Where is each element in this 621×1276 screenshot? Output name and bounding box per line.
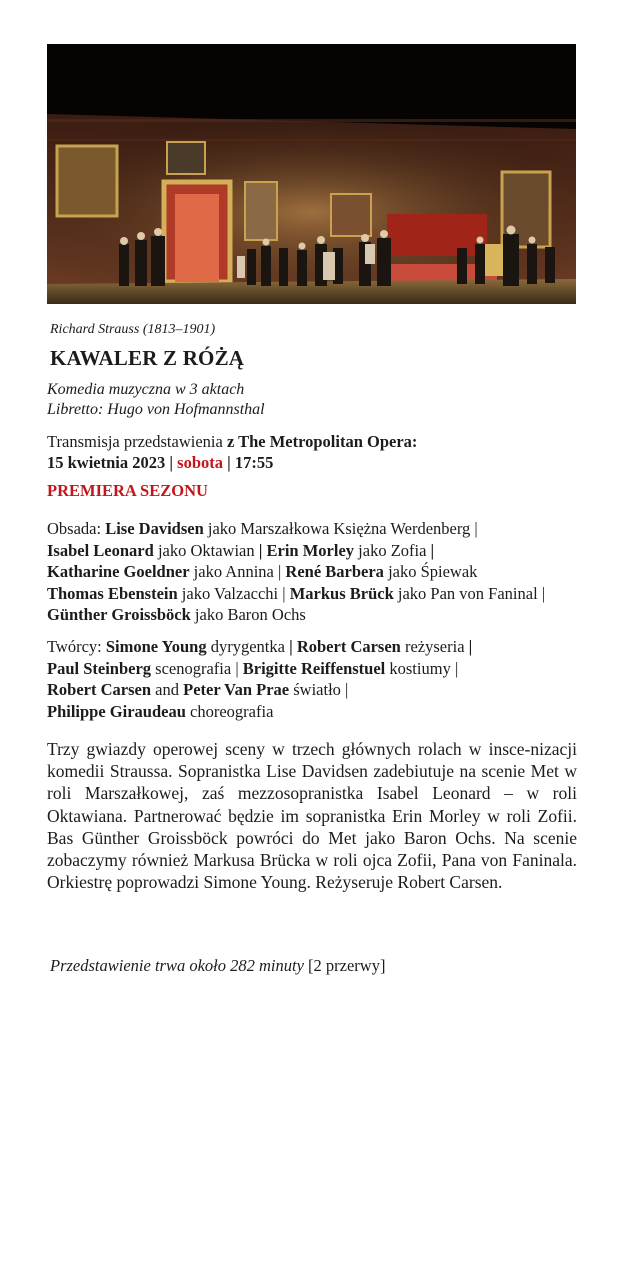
transmission-date: 15 kwietnia 2023	[47, 453, 166, 472]
cast-name: Markus Brück	[289, 583, 394, 603]
separator: |	[223, 453, 235, 472]
transmission-info	[47, 431, 577, 473]
creator-role: kostiumy |	[385, 658, 459, 678]
cast-name: Thomas Ebenstein	[47, 583, 178, 603]
cast-label: Obsada:	[47, 519, 106, 538]
creator-name: Robert Carsen	[47, 680, 152, 699]
creator-name: Simone Young	[105, 637, 207, 656]
creator-name: | Robert Carsen	[289, 637, 401, 656]
creator-name: Peter Van Prae	[183, 680, 290, 699]
creator-name: Paul Steinberg	[47, 658, 152, 678]
creator-role: dyrygentka	[206, 637, 290, 656]
genre-line: Komedia muzyczna w 3 aktach	[47, 381, 245, 398]
cast-separator: |	[430, 540, 435, 560]
cast-role: jako Marszałkowa Księżna Werdenberg |	[203, 519, 478, 538]
creator-role: choreografia	[185, 701, 274, 721]
cast-name: Isabel Leonard	[47, 540, 154, 560]
creator-role: światło |	[289, 680, 349, 699]
transmission-prefix: Transmisja przedstawienia	[47, 432, 227, 451]
creator-name: Philippe Giraudeau	[47, 701, 186, 721]
cast-role: jako Valzacchi |	[177, 583, 290, 603]
cast-role: jako Baron Ochs	[190, 605, 306, 624]
subtitle	[47, 380, 577, 420]
cast-role: jako Annina |	[189, 562, 286, 581]
transmission-day: sobota	[177, 453, 223, 472]
creator-separator: |	[468, 637, 473, 656]
creator-role: and	[151, 680, 184, 699]
duration-text: Przedstawienie trwa około 282 minuty	[50, 956, 304, 975]
creator-role: reżyseria	[400, 637, 469, 656]
creator-name: Brigitte Reiffenstuel	[242, 658, 386, 678]
cast-name: Lise Davidsen	[105, 519, 204, 538]
cast-name: Katharine Goeldner	[47, 562, 190, 581]
opera-title: KAWALER Z RÓŻĄ	[50, 346, 245, 370]
breaks-text: [2 przerwy]	[303, 956, 386, 975]
premiere-label: PREMIERA SEZONU	[47, 481, 208, 500]
cast-role: jako Zofia	[354, 540, 431, 560]
separator: |	[165, 453, 178, 472]
composer: Richard Strauss (1813–1901)	[50, 322, 216, 337]
duration-info	[50, 956, 580, 976]
cast-list	[47, 518, 577, 626]
cast-role: jako Śpiewak	[383, 562, 478, 581]
cast-name: Günther Groissböck	[47, 605, 191, 624]
description: Trzy gwiazdy operowej sceny w trzech głównych rolach w insce-nizacji komedii Straussa. Sopranistka Lise Davidsen zadebiutuje na scenie Met w roli Marszałkowej, zaś mezzosopranistka Isabel Leonard – w roli Oktawiana. Partnerować będzie im sopranistka Erin Morley w roli Zofii. Bas Günther Groissböck powróci do Met jako Baron Ochs. Na scenie zobaczymy również Markusa Brücka w roli ojca Zofii, Pana von Faninala. Orkiestrę poprowadzi Simone Young. Reżyseruje Robert Carsen.	[47, 739, 577, 893]
creator-role: scenografia |	[151, 658, 243, 678]
creators-label: Twórcy:	[47, 637, 106, 656]
opera-stage-photo	[47, 44, 576, 304]
cast-role: jako Oktawian	[153, 540, 259, 560]
creators-list	[47, 636, 577, 722]
transmission-source: z The Metropolitan Opera:	[226, 432, 418, 451]
libretto-line: Libretto: Hugo von Hofmannsthal	[47, 401, 265, 418]
transmission-time: 17:55	[234, 453, 274, 472]
cast-name: | Erin Morley	[258, 540, 355, 560]
cast-name: René Barbera	[285, 562, 384, 581]
cast-role: jako Pan von Faninal |	[393, 583, 546, 603]
